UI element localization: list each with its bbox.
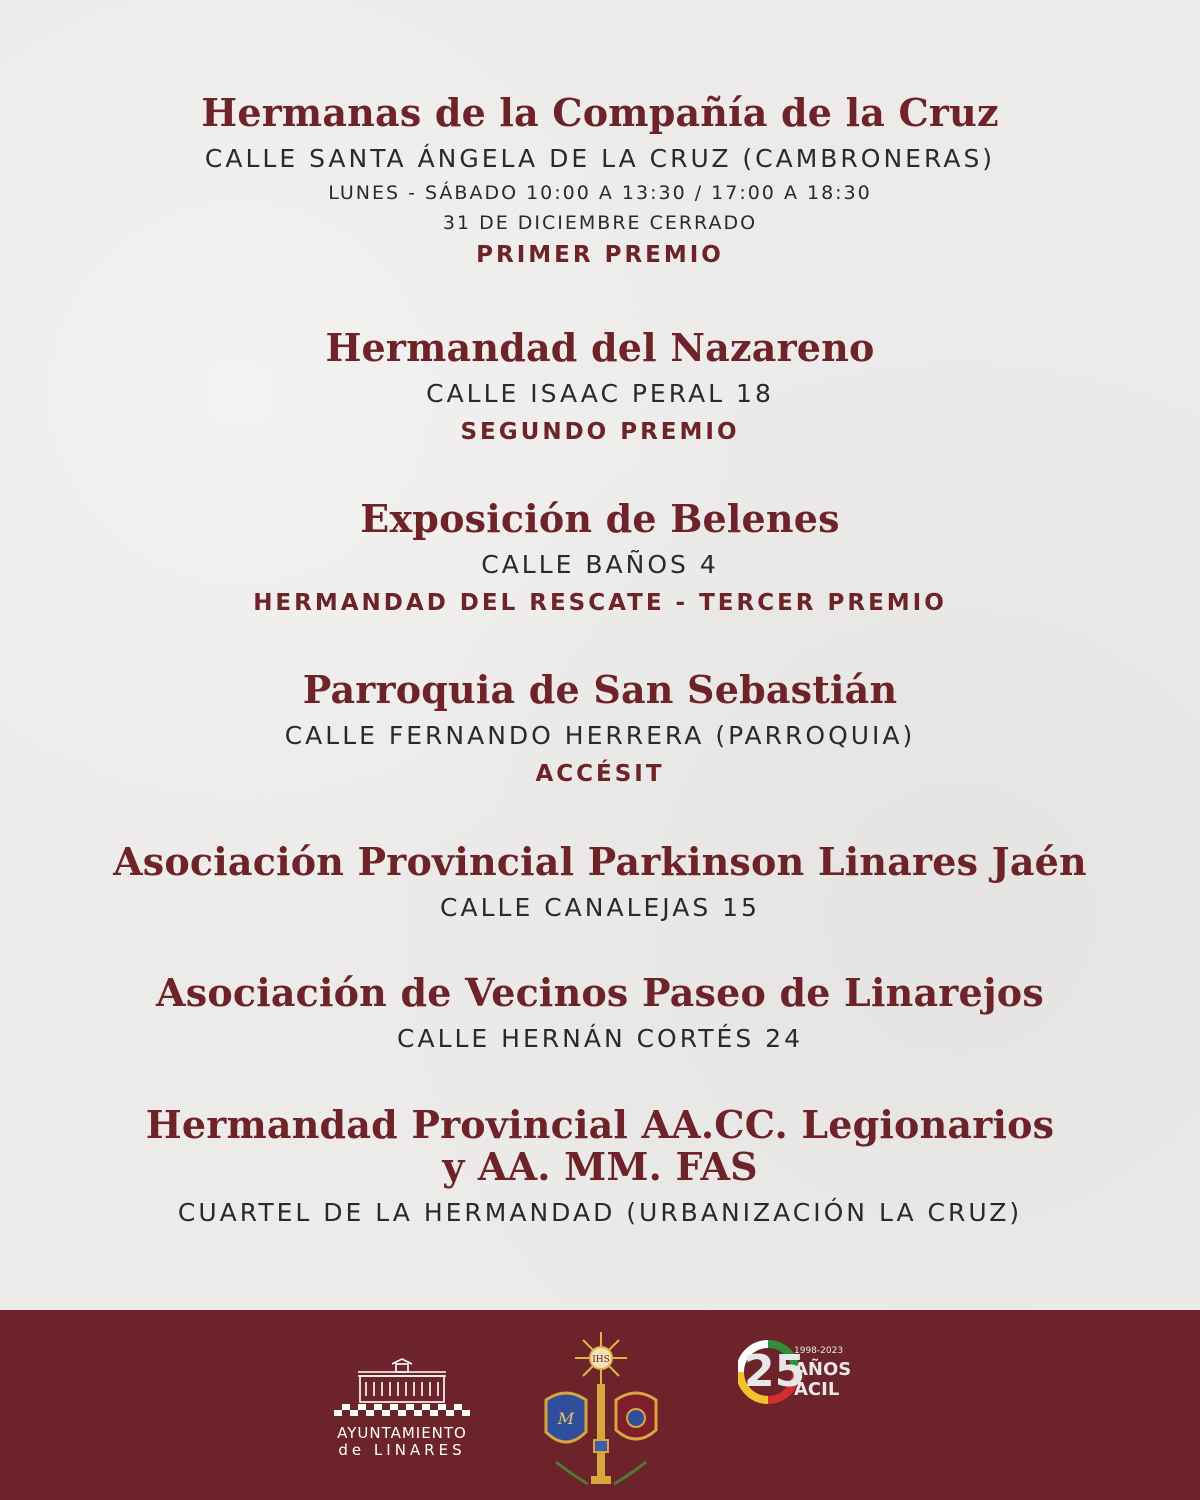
entry-schedule: LUNES - SÁBADO 10:00 A 13:30 / 17:00 A 18:30 xyxy=(328,182,872,204)
entry-exposicion-belenes xyxy=(0,496,1200,620)
entry-hermanas-compania-cruz xyxy=(0,90,1200,272)
entry-address: CALLE ISAAC PERAL 18 xyxy=(426,379,774,408)
footer-band xyxy=(0,1310,1200,1500)
entry-hermandad-legionarios xyxy=(0,1102,1200,1230)
entry-prize: HERMANDAD DEL RESCATE - TERCER PREMIO xyxy=(253,590,947,616)
entry-prize: SEGUNDO PREMIO xyxy=(460,419,740,445)
entry-parroquia-san-sebastian xyxy=(0,667,1200,791)
entry-title: Asociación de Vecinos Paseo de Linarejos xyxy=(156,970,1044,1015)
entry-title-line1: Hermandad Provincial AA.CC. Legionarios xyxy=(145,1102,1055,1147)
entry-hermandad-nazareno xyxy=(0,325,1200,449)
svg-text:M: M xyxy=(557,1409,575,1428)
entry-address: CALLE FERNANDO HERRERA (PARROQUIA) xyxy=(284,721,916,750)
acil-number: 25 xyxy=(744,1346,806,1397)
ayuntamiento-linares-logo xyxy=(322,1358,482,1458)
monstrance-crest-icon xyxy=(536,1328,666,1494)
entry-asociacion-parkinson xyxy=(0,839,1200,925)
hermandad-crest-logo xyxy=(536,1328,666,1494)
acil-25-anos-logo xyxy=(738,1340,868,1420)
entry-title: Hermanas de la Compañía de la Cruz xyxy=(201,90,999,135)
entry-closed-note: 31 DE DICIEMBRE CERRADO xyxy=(442,212,758,234)
ayuntamiento-name: AYUNTAMIENTO xyxy=(337,1424,467,1442)
acil-anos-label: AÑOS xyxy=(794,1359,852,1380)
entry-prize: ACCÉSIT xyxy=(535,761,665,787)
entry-address: CALLE CANALEJAS 15 xyxy=(440,893,760,922)
entry-asociacion-vecinos-linarejos xyxy=(0,970,1200,1056)
svg-text:IHS: IHS xyxy=(592,1355,610,1365)
acil-years: 1998-2023 xyxy=(794,1346,844,1356)
ayuntamiento-city: de LINARES xyxy=(338,1441,466,1459)
entry-address: CALLE HERNÁN CORTÉS 24 xyxy=(397,1024,803,1053)
entry-title: Hermandad del Nazareno xyxy=(325,325,875,370)
entry-address: CALLE BAÑOS 4 xyxy=(481,550,719,579)
entry-title-line2: y AA. MM. FAS xyxy=(442,1144,758,1189)
entry-title: Exposición de Belenes xyxy=(360,496,840,541)
entry-address: CUARTEL DE LA HERMANDAD (URBANIZACIÓN LA CRUZ) xyxy=(177,1198,1023,1227)
town-hall-icon xyxy=(322,1358,482,1420)
entry-title: Parroquia de San Sebastián xyxy=(302,667,898,712)
acil-name: ACIL xyxy=(794,1379,840,1400)
entry-prize: PRIMER PREMIO xyxy=(476,242,724,268)
entry-address: CALLE SANTA ÁNGELA DE LA CRUZ (CAMBRONERAS) xyxy=(204,144,996,173)
entry-title: Asociación Provincial Parkinson Linares Jaén xyxy=(113,839,1087,884)
